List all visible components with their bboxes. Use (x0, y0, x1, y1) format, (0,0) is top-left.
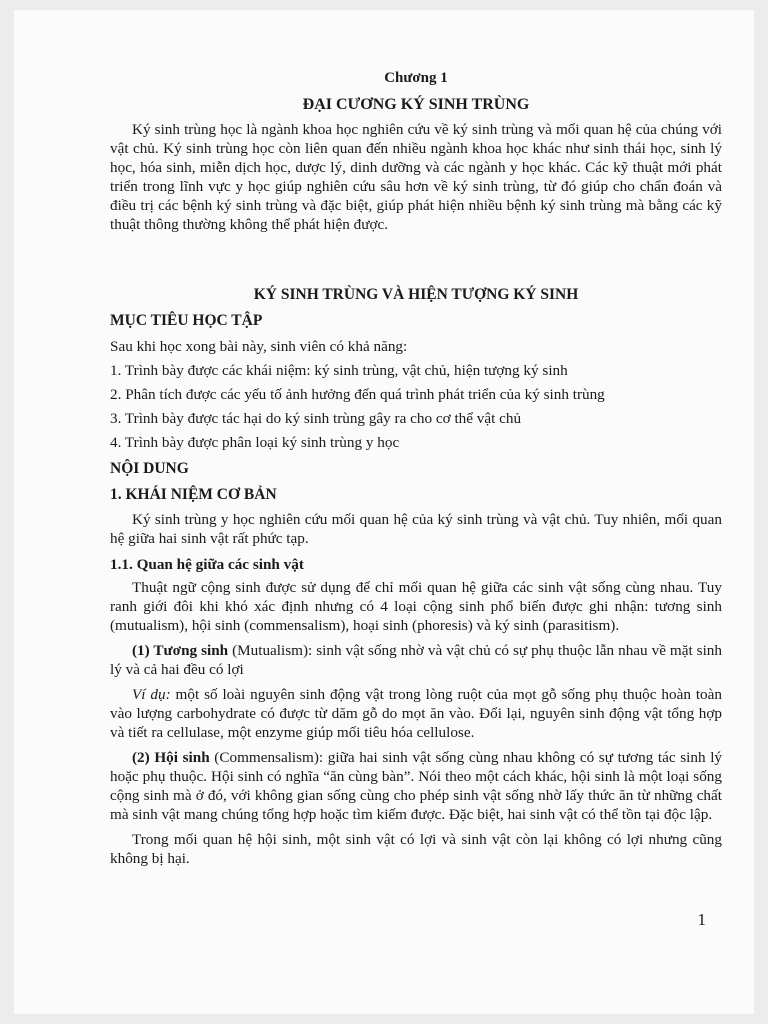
commensalism-description: (Commensalism): giữa hai sinh vật sống cùng nhau không có sự tương tác sinh lý hoặc phụ thuộc. Hội sinh có nghĩa “ăn cùng bàn”. Nói theo một cách khác, hội sinh là một loại sống cộng sinh mà ở đó, với không gian sống cùng cho phép sinh vật sống nhờ lấy thức ăn từ những chất mà sinh vật mang chúng tổng hợp hoặc tìm kiếm được. Đặc biệt, hai sinh vật có thể tồn tại độc lập. (110, 749, 723, 823)
objective-item: 2. Phân tích được các yếu tố ảnh hưởng đến quá trình phát triển của ký sinh trùng (110, 386, 605, 403)
objectives-intro: Sau khi học xong bài này, sinh viên có khả năng: (110, 338, 408, 355)
page-number: 1 (697, 910, 706, 929)
mutualism-paragraph (110, 641, 722, 679)
page-content (110, 68, 722, 868)
chapter-title: ĐẠI CƯƠNG KÝ SINH TRÙNG (302, 96, 530, 113)
document-page (14, 10, 754, 1014)
commensalism-note-paragraph: Trong mối quan hệ hội sinh, một sinh vật có lợi và sinh vật còn lại không có lợi nhưng cũng không bị hại. (110, 831, 722, 867)
commensalism-paragraph (110, 748, 722, 824)
objective-item: 3. Trình bày được tác hại do ký sinh trùng gây ra cho cơ thể vật chủ (110, 410, 522, 427)
objective-item: 1. Trình bày được các khái niệm: ký sinh trùng, vật chủ, hiện tượng ký sinh (110, 362, 568, 379)
example-paragraph (110, 685, 722, 742)
objectives-list (110, 360, 722, 454)
mutualism-description: (Mutualism): sinh vật sống nhờ và vật chủ có sự phụ thuộc lẫn nhau về mặt sinh lý và cả hai đều có lợi (110, 642, 722, 678)
concept-paragraph: Ký sinh trùng y học nghiên cứu mối quan hệ của ký sinh trùng và vật chủ. Tuy nhiên, mối quan hệ giữa hai sinh vật rất phức tạp. (110, 511, 722, 547)
example-description: một số loài nguyên sinh động vật trong lòng ruột của mọt gỗ sống phụ thuộc hoàn toàn vào lượng carbohydrate có được từ dăm gỗ do mọt ăn vào. Đổi lại, nguyên sinh động vật tổng hợp và tiết ra cellulase, một enzyme giúp mối tiêu hóa cellulose. (110, 686, 722, 741)
relation-heading: 1.1. Quan hệ giữa các sinh vật (110, 556, 304, 573)
objective-item: 4. Trình bày được phân loại ký sinh trùng y học (110, 434, 400, 451)
section-title: KÝ SINH TRÙNG VÀ HIỆN TƯỢNG KÝ SINH (253, 286, 579, 303)
relation-paragraph: Thuật ngữ cộng sinh được sử dụng để chỉ mối quan hệ giữa các sinh vật sống cùng nhau. Tuy ranh giới đôi khi khó xác định nhưng có 4 loại cộng sinh phổ biến được ghi nhận: tương sinh (mutualism), hội sinh (commensalism), hoại sinh (phoresis) và ký sinh (parasitism). (110, 579, 722, 634)
commensalism-term: (2) Hội sinh (132, 749, 210, 766)
mutualism-term: (1) Tương sinh (132, 642, 229, 659)
chapter-label: Chương 1 (384, 70, 448, 86)
content-heading: NỘI DUNG (110, 460, 189, 477)
chapter-intro-paragraph: Ký sinh trùng học là ngành khoa học nghiên cứu về ký sinh trùng và mối quan hệ của chúng với vật chủ. Ký sinh trùng học còn liên quan đến nhiều ngành khoa học khác như sinh thái học, sinh lý học, hóa sinh, miễn dịch học, dược lý, dinh dưỡng và các ngành y học khác. Các kỹ thuật mới phát triển trong lĩnh vực y học giúp nghiên cứu sâu hơn về ký sinh trùng, từ đó giúp cho chẩn đoán và điều trị các bệnh ký sinh trùng và đặc biệt, giúp phát hiện nhiều bệnh ký sinh trùng mà bằng các kỹ thuật thông thường không thể phát hiện được. (110, 121, 722, 233)
section-spacer (110, 234, 722, 284)
objectives-heading: MỤC TIÊU HỌC TẬP (110, 312, 263, 329)
example-label: Ví dụ: (132, 686, 171, 703)
concept-heading: 1. KHÁI NIỆM CƠ BẢN (110, 486, 277, 503)
